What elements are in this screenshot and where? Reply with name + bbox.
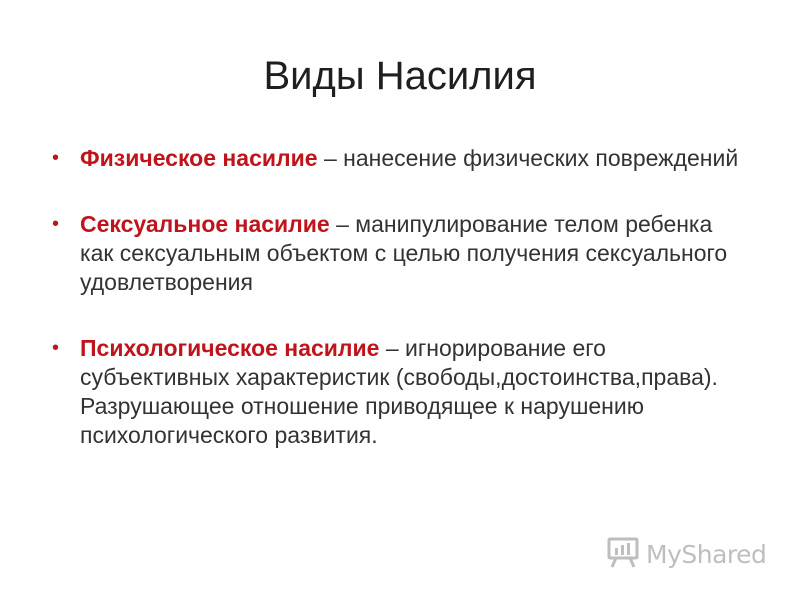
watermark [606,535,766,573]
bullet-term: Сексуальное насилие [80,211,330,237]
bullet-text: – игнорирование его субъективных характеристик (свободы,достоинства,права). Разрушающее отношение приводящее к нарушению психологического развития. [80,335,718,448]
bullet-dot: • [52,147,60,169]
bullet-item-psychological [50,334,740,450]
bullet-term: Психологическое насилие [80,335,380,361]
bullet-item-sexual [50,210,740,297]
bullet-term: Физическое насилие [80,145,318,171]
bullet-dot: • [52,213,60,235]
bullet-text: – манипулирование телом ребенка как сексуальным объектом с целью получения сексуального удовлетворения [80,211,728,295]
presentation-board-icon [606,535,640,574]
bullet-text: – нанесение физических повреждений [317,145,739,171]
bullet-item-physical [50,144,740,173]
bullet-dot: • [52,337,60,359]
slide-title: Виды Насилия [263,54,537,98]
bullet-list [50,144,740,487]
watermark-text: MyShared [646,539,767,569]
